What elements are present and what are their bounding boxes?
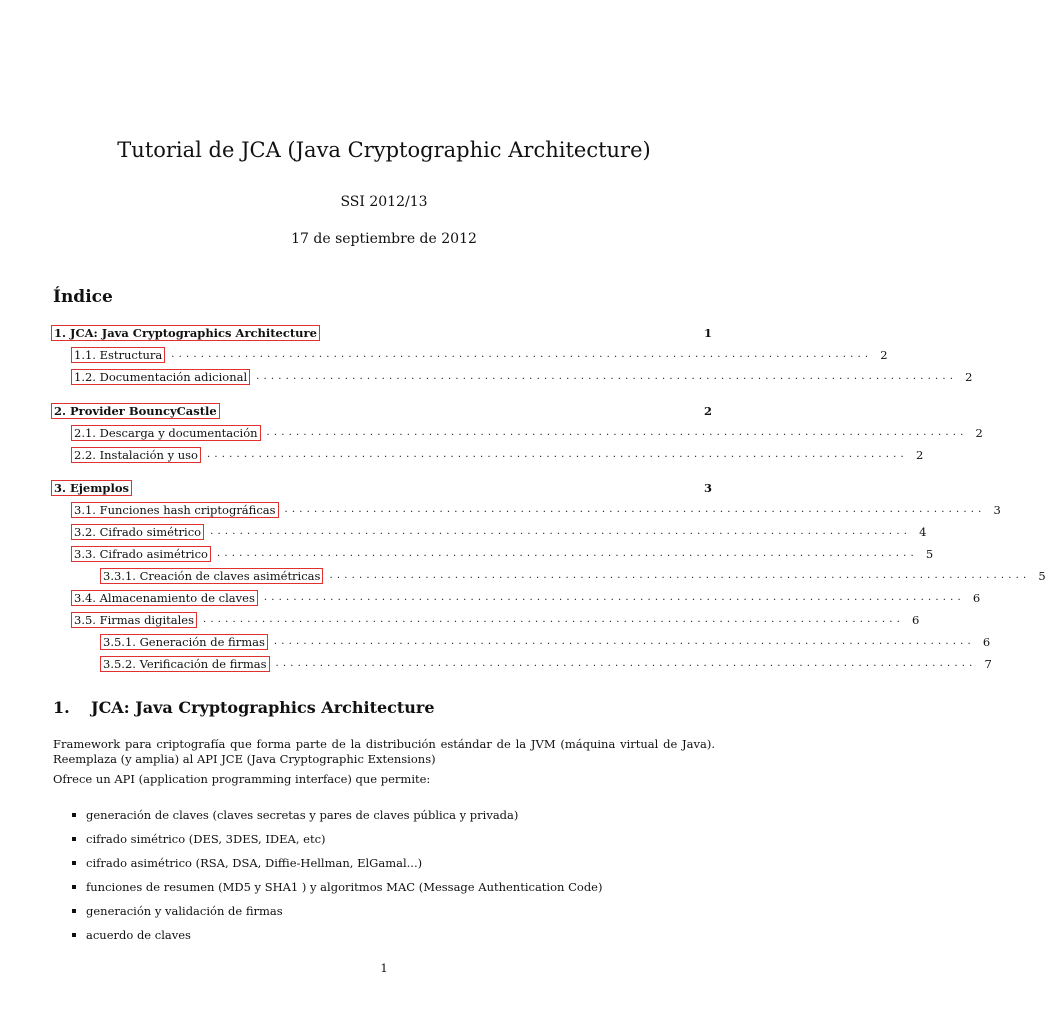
toc-page: 3	[993, 503, 1001, 517]
toc-page: 2	[703, 404, 712, 418]
toc-heading: Índice	[53, 287, 113, 307]
toc-link[interactable]: 3. Ejemplos	[51, 480, 132, 496]
toc-page: 1	[703, 326, 712, 340]
toc-entry-3-5-1[interactable]	[0, 633, 991, 651]
toc-leader-dots: ...............................................................................................	[266, 427, 968, 438]
toc-entry-2-1[interactable]	[0, 424, 983, 442]
toc-entry-3[interactable]	[0, 479, 768, 497]
toc-entry-3-5-2[interactable]	[0, 655, 992, 673]
toc-entry-3-5[interactable]	[0, 611, 920, 629]
toc-leader-dots: ...............................................................................................	[256, 371, 958, 382]
toc-link[interactable]: 3.2. Cifrado simétrico	[71, 524, 204, 540]
toc-entry-3-2[interactable]	[0, 523, 927, 541]
toc-link[interactable]: 2. Provider BouncyCastle	[51, 403, 220, 419]
toc-link[interactable]: 2.1. Descarga y documentación	[71, 425, 261, 441]
toc-link[interactable]: 1.1. Estructura	[71, 347, 165, 363]
document-title: Tutorial de JCA (Java Cryptographic Architecture)	[117, 138, 651, 162]
toc-page: 5	[925, 547, 934, 561]
bullet-icon	[72, 885, 76, 889]
toc-entry-3-3-1[interactable]	[0, 567, 1046, 585]
paragraph: Ofrece un API (application programming interface) que permite:	[53, 772, 431, 786]
toc-link[interactable]: 3.5. Firmas digitales	[71, 612, 197, 628]
bullet-list	[72, 803, 602, 947]
toc-entry-3-1[interactable]	[0, 501, 1001, 519]
toc-leader-dots: ...............................................................................................	[210, 526, 912, 537]
toc-page: 5	[1038, 569, 1046, 583]
toc-entry-1-2[interactable]	[0, 368, 973, 386]
page-number: 1	[380, 961, 388, 975]
toc-link[interactable]: 3.1. Funciones hash criptográficas	[71, 502, 279, 518]
toc-leader-dots: ...............................................................................................	[206, 449, 908, 460]
toc-entry-2-2[interactable]	[0, 446, 924, 464]
toc-leader-dots: ...............................................................................................	[263, 592, 965, 603]
bullet-icon	[72, 813, 76, 817]
bullet-icon	[72, 909, 76, 913]
toc-link[interactable]: 3.5.1. Generación de firmas	[100, 634, 268, 650]
toc-link[interactable]: 3.5.2. Verificación de firmas	[100, 656, 270, 672]
list-item: funciones de resumen (MD5 y SHA1 ) y algoritmos MAC (Message Authentication Code)	[72, 875, 602, 899]
toc-entry-3-3[interactable]	[0, 545, 934, 563]
toc-leader-dots: ...............................................................................................	[273, 636, 975, 647]
toc-page: 2	[975, 426, 983, 440]
toc-link[interactable]: 3.3.1. Creación de claves asimétricas	[100, 568, 323, 584]
bullet-icon	[72, 933, 76, 937]
toc-link[interactable]: 1. JCA: Java Cryptographics Architecture	[51, 325, 320, 341]
toc-page: 6	[982, 635, 991, 649]
section-heading	[53, 698, 435, 717]
toc-entry-1-1[interactable]	[0, 346, 888, 364]
toc-page: 3	[703, 481, 712, 495]
toc-entry-3-4[interactable]	[0, 589, 981, 607]
toc-link[interactable]: 3.3. Cifrado asimétrico	[71, 546, 211, 562]
toc-page: 6	[912, 613, 920, 627]
toc-link[interactable]: 3.4. Almacenamiento de claves	[71, 590, 258, 606]
toc-entry-1[interactable]	[0, 324, 768, 342]
toc-leader-dots: ...............................................................................................	[284, 504, 986, 515]
paragraph: Framework para criptografía que forma parte de la distribución estándar de la JVM (máquina virtual de Java). Reemplaza (y amplia) al API JCE (Java Cryptographic Extensions)	[53, 737, 715, 766]
list-item: acuerdo de claves	[72, 923, 602, 947]
toc-link[interactable]: 2.2. Instalación y uso	[71, 447, 201, 463]
toc-leader-dots: ...............................................................................................	[171, 349, 873, 360]
toc-page: 6	[972, 591, 981, 605]
bullet-icon	[72, 837, 76, 841]
toc-leader-dots: ...............................................................................................	[203, 614, 904, 625]
section-number: 1.	[53, 698, 70, 717]
list-item: cifrado simétrico (DES, 3DES, IDEA, etc)	[72, 827, 602, 851]
document-subtitle: SSI 2012/13	[340, 194, 428, 210]
toc-page: 4	[919, 525, 927, 539]
toc-page: 2	[915, 448, 924, 462]
bullet-icon	[72, 861, 76, 865]
toc-page: 2	[965, 370, 973, 384]
toc-leader-dots: ...............................................................................................	[275, 658, 977, 669]
toc-link[interactable]: 1.2. Documentación adicional	[71, 369, 250, 385]
toc-page: 2	[880, 348, 888, 362]
toc-leader-dots: ...............................................................................................	[216, 548, 918, 559]
list-item: generación de claves (claves secretas y pares de claves pública y privada)	[72, 803, 602, 827]
list-item: generación y validación de firmas	[72, 899, 602, 923]
section-title: JCA: Java Cryptographics Architecture	[91, 698, 435, 717]
list-item: cifrado asimétrico (RSA, DSA, Diffie-Hellman, ElGamal...)	[72, 851, 602, 875]
toc-page: 7	[984, 657, 992, 671]
document-date: 17 de septiembre de 2012	[291, 231, 477, 247]
toc-entry-2[interactable]	[0, 402, 768, 420]
toc-leader-dots: ...............................................................................................	[329, 570, 1031, 581]
